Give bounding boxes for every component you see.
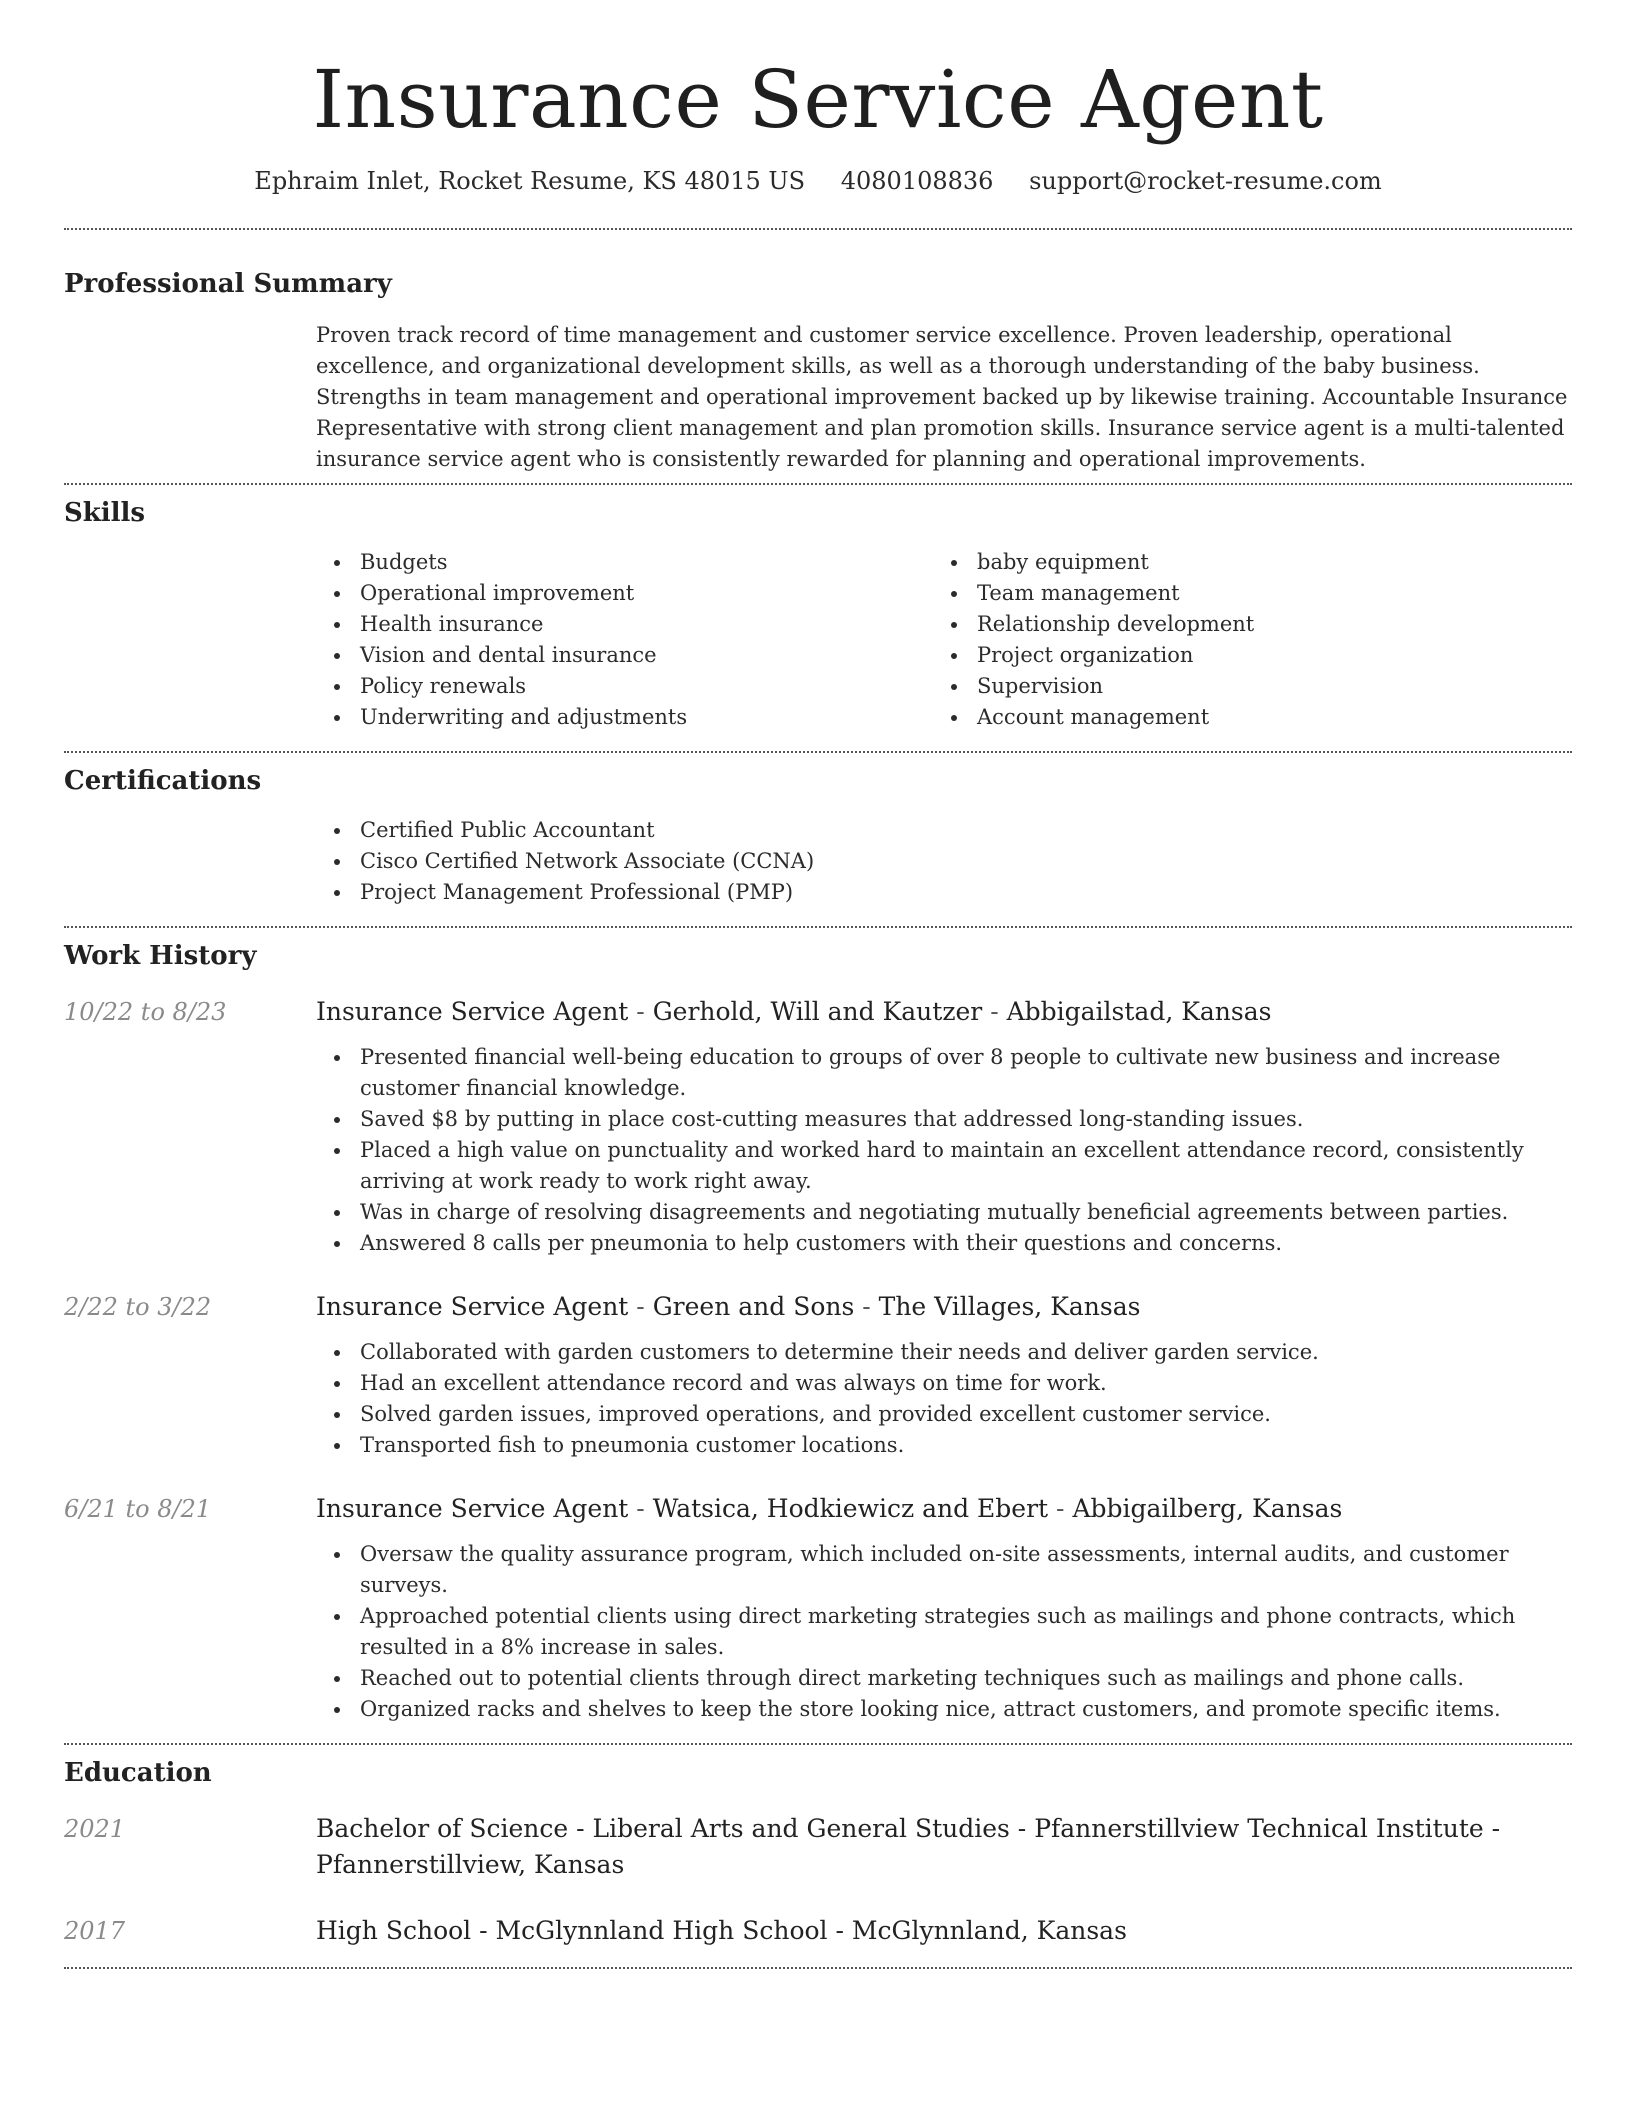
job-location: Abbigailberg, Kansas [1072, 1494, 1343, 1523]
certification-item: Cisco Certified Network Associate (CCNA) [316, 846, 1572, 877]
job-heading: Insurance Service Agent - Green and Sons - The Villages, Kansas [316, 1292, 1141, 1321]
job-bullet: Approached potential clients using direct marketing strategies such as mailings and phone contracts, which resulted in a 8% increase in sales. [316, 1601, 1572, 1663]
skill-item: Health insurance [316, 609, 933, 640]
job-bullet: Placed a high value on punctuality and worked hard to maintain an excellent attendance record, consistently arriving at work ready to work right away. [316, 1135, 1572, 1197]
education-section [64, 1757, 1572, 1949]
skills-section [64, 497, 1572, 733]
summary-text: Proven track record of time management and customer service excellence. Proven leadership, operational excellence, and organizational development skills, as well as a thorough understanding of the baby business. Strengths in team management and operational improvement backed up by likewise training. Accountable Insurance Representative with strong client management and plan promotion skills. Insurance service agent is a multi-talented insurance service agent who is consistently rewarded for planning and operational improvements. [316, 323, 1568, 471]
skill-item: Supervision [933, 671, 1550, 702]
job-heading: Insurance Service Agent - Gerhold, Will and Kautzer - Abbigailstad, Kansas [316, 997, 1272, 1026]
skill-item: Project organization [933, 640, 1550, 671]
job-dates: 6/21 to 8/21 [64, 1495, 212, 1523]
job-location: The Villages, Kansas [878, 1292, 1141, 1321]
resume-name: Insurance Service Agent [312, 53, 1324, 146]
job-bullets [316, 1539, 1572, 1725]
job-bullet: Transported fish to pneumonia customer locations. [316, 1430, 1572, 1461]
job-dates: 10/22 to 8/23 [64, 998, 227, 1026]
job-role: Insurance Service Agent [316, 997, 629, 1026]
job-role: Insurance Service Agent [316, 1292, 629, 1321]
certification-item: Project Management Professional (PMP) [316, 877, 1572, 908]
education-text: Bachelor of Science - Liberal Arts and General Studies - Pfannerstillview Technical Institute - Pfannerstillview, Kansas [316, 1814, 1501, 1879]
education-year: 2021 [64, 1815, 126, 1843]
divider [64, 751, 1572, 753]
contact-email: support@rocket-resume.com [1029, 167, 1382, 195]
section-title-work: Work History [64, 941, 257, 971]
skill-item: Operational improvement [316, 578, 933, 609]
job-role: Insurance Service Agent [316, 1494, 629, 1523]
summary-section [64, 268, 1572, 475]
section-title-certifications: Certifications [64, 766, 262, 796]
education-year: 2017 [64, 1917, 126, 1945]
job-company: Watsica, Hodkiewicz and Ebert [652, 1494, 1049, 1523]
job-bullets [316, 1042, 1572, 1259]
contact-phone: 4080108836 [840, 167, 994, 195]
section-title-education: Education [64, 1758, 212, 1788]
job-bullet: Reached out to potential clients through direct marketing techniques such as mailings and phone calls. [316, 1663, 1572, 1694]
job-company: Gerhold, Will and Kautzer [652, 997, 983, 1026]
skill-item: Budgets [316, 547, 933, 578]
skill-item: Account management [933, 702, 1550, 733]
job-entry [64, 994, 1572, 1259]
certifications-list [316, 815, 1572, 908]
skill-item: Policy renewals [316, 671, 933, 702]
skill-item: baby equipment [933, 547, 1550, 578]
job-company: Green and Sons [652, 1292, 855, 1321]
contact-line [64, 166, 1572, 196]
job-bullet: Solved garden issues, improved operations, and provided excellent customer service. [316, 1399, 1572, 1430]
skill-item: Team management [933, 578, 1550, 609]
divider [64, 1743, 1572, 1745]
skills-list-left [316, 547, 933, 733]
skills-grid [316, 547, 1572, 733]
job-bullet: Organized racks and shelves to keep the store looking nice, attract customers, and promote specific items. [316, 1694, 1572, 1725]
job-bullet: Oversaw the quality assurance program, which included on-site assessments, internal audits, and customer surveys. [316, 1539, 1572, 1601]
job-bullet: Collaborated with garden customers to determine their needs and deliver garden service. [316, 1337, 1572, 1368]
skill-item: Relationship development [933, 609, 1550, 640]
job-entry [64, 1491, 1572, 1725]
job-heading: Insurance Service Agent - Watsica, Hodkiewicz and Ebert - Abbigailberg, Kansas [316, 1494, 1343, 1523]
job-dates: 2/22 to 3/22 [64, 1293, 212, 1321]
section-title-skills: Skills [64, 498, 146, 528]
skill-item: Vision and dental insurance [316, 640, 933, 671]
contact-address: Ephraim Inlet, Rocket Resume, KS 48015 US [254, 167, 806, 195]
job-bullet: Answered 8 calls per pneumonia to help customers with their questions and concerns. [316, 1228, 1572, 1259]
divider [64, 228, 1572, 230]
education-entry [64, 1811, 1572, 1883]
job-entry [64, 1289, 1572, 1461]
job-bullet: Was in charge of resolving disagreements and negotiating mutually beneficial agreements between parties. [316, 1197, 1572, 1228]
divider [64, 1967, 1572, 1969]
divider [64, 926, 1572, 928]
skills-list-right [933, 547, 1550, 733]
resume-page [64, 0, 1572, 1969]
education-entry [64, 1913, 1572, 1949]
certification-item: Certified Public Accountant [316, 815, 1572, 846]
job-bullet: Saved $8 by putting in place cost-cutting measures that addressed long-standing issues. [316, 1104, 1572, 1135]
job-bullet: Had an excellent attendance record and was always on time for work. [316, 1368, 1572, 1399]
section-title-summary: Professional Summary [64, 269, 392, 299]
skill-item: Underwriting and adjustments [316, 702, 933, 733]
work-section [64, 940, 1572, 1725]
education-text: High School - McGlynnland High School - McGlynnland, Kansas [316, 1916, 1127, 1945]
job-bullets [316, 1337, 1572, 1461]
certifications-section [64, 765, 1572, 908]
divider [64, 483, 1572, 485]
job-location: Abbigailstad, Kansas [1006, 997, 1272, 1026]
job-bullet: Presented financial well-being education to groups of over 8 people to cultivate new business and increase customer financial knowledge. [316, 1042, 1572, 1104]
